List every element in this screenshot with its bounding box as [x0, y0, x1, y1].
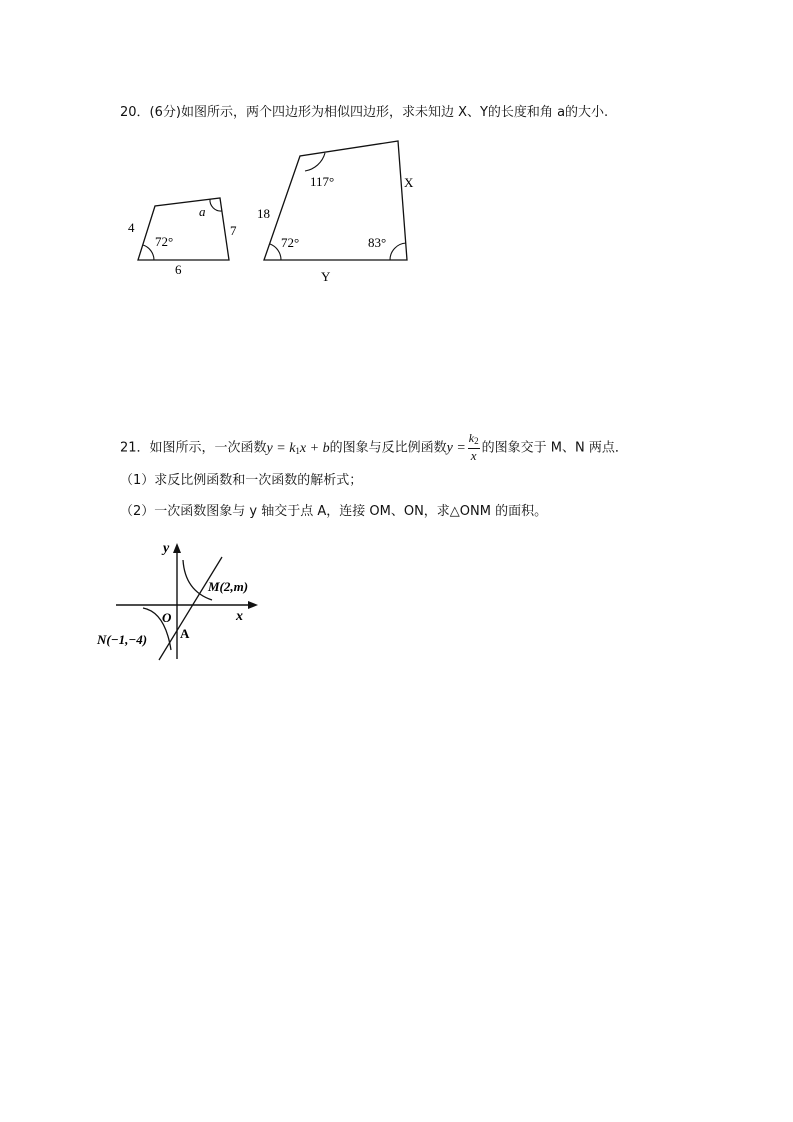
- linear-function-line: [159, 557, 222, 660]
- large-angle-bl-arc: [270, 244, 281, 260]
- q21-suffix: 的图象交于 M、N 两点．: [481, 440, 628, 456]
- x-axis-label: x: [236, 609, 243, 624]
- small-angle-bl: 72°: [155, 234, 174, 249]
- small-side-bottom: 6: [175, 262, 182, 277]
- small-side-left: 4: [128, 220, 135, 235]
- small-side-right: 7: [230, 223, 237, 238]
- x-axis-arrow: [248, 601, 258, 609]
- large-angle-bl: 72°: [281, 235, 300, 250]
- large-side-left: 18: [257, 206, 270, 221]
- point-m-label: M(2,m): [208, 579, 249, 594]
- question-20-text: 20．(6分)如图所示，两个四边形为相似四边形，求未知边 X、Y的长度和角 a的大小.: [120, 105, 609, 120]
- figure-similar-quadrilaterals: [0, 140, 793, 440]
- linear-function: $y = k_1x + b$: [266, 440, 330, 456]
- question-21-text: [120, 432, 628, 464]
- small-angle-bl-arc: [143, 245, 154, 260]
- point-n-label: N(−1,−4): [97, 632, 148, 647]
- y-axis-arrow: [173, 543, 181, 553]
- question-21-part1: （1）求反比例函数和一次函数的解析式；: [120, 473, 363, 488]
- question-21-part2: （2）一次函数图象与 y 轴交于点 A，连接 OM、ON，求△ONM 的面积。: [120, 504, 548, 519]
- large-angle-top-arc: [305, 153, 325, 171]
- large-angle-top: 117°: [310, 174, 335, 189]
- y-axis-label: y: [163, 541, 170, 556]
- small-quadrilateral: [138, 198, 229, 260]
- point-a-label: A: [180, 626, 190, 641]
- large-side-bottom: Y: [321, 269, 331, 284]
- q21-mid: 的图象与反比例函数: [329, 440, 447, 456]
- large-side-right: X: [404, 175, 414, 190]
- figure-function-graph: [90, 535, 390, 665]
- small-angle-a: a: [199, 204, 206, 219]
- large-angle-br: 83°: [368, 235, 387, 250]
- q21-prefix: 21．如图所示，一次函数: [120, 440, 267, 456]
- large-angle-br-arc: [390, 243, 406, 260]
- origin-label: O: [162, 610, 172, 625]
- inverse-function-fraction: $\frac{k_2}{x}$: [468, 431, 479, 463]
- inverse-function-lhs: y =: [446, 440, 466, 456]
